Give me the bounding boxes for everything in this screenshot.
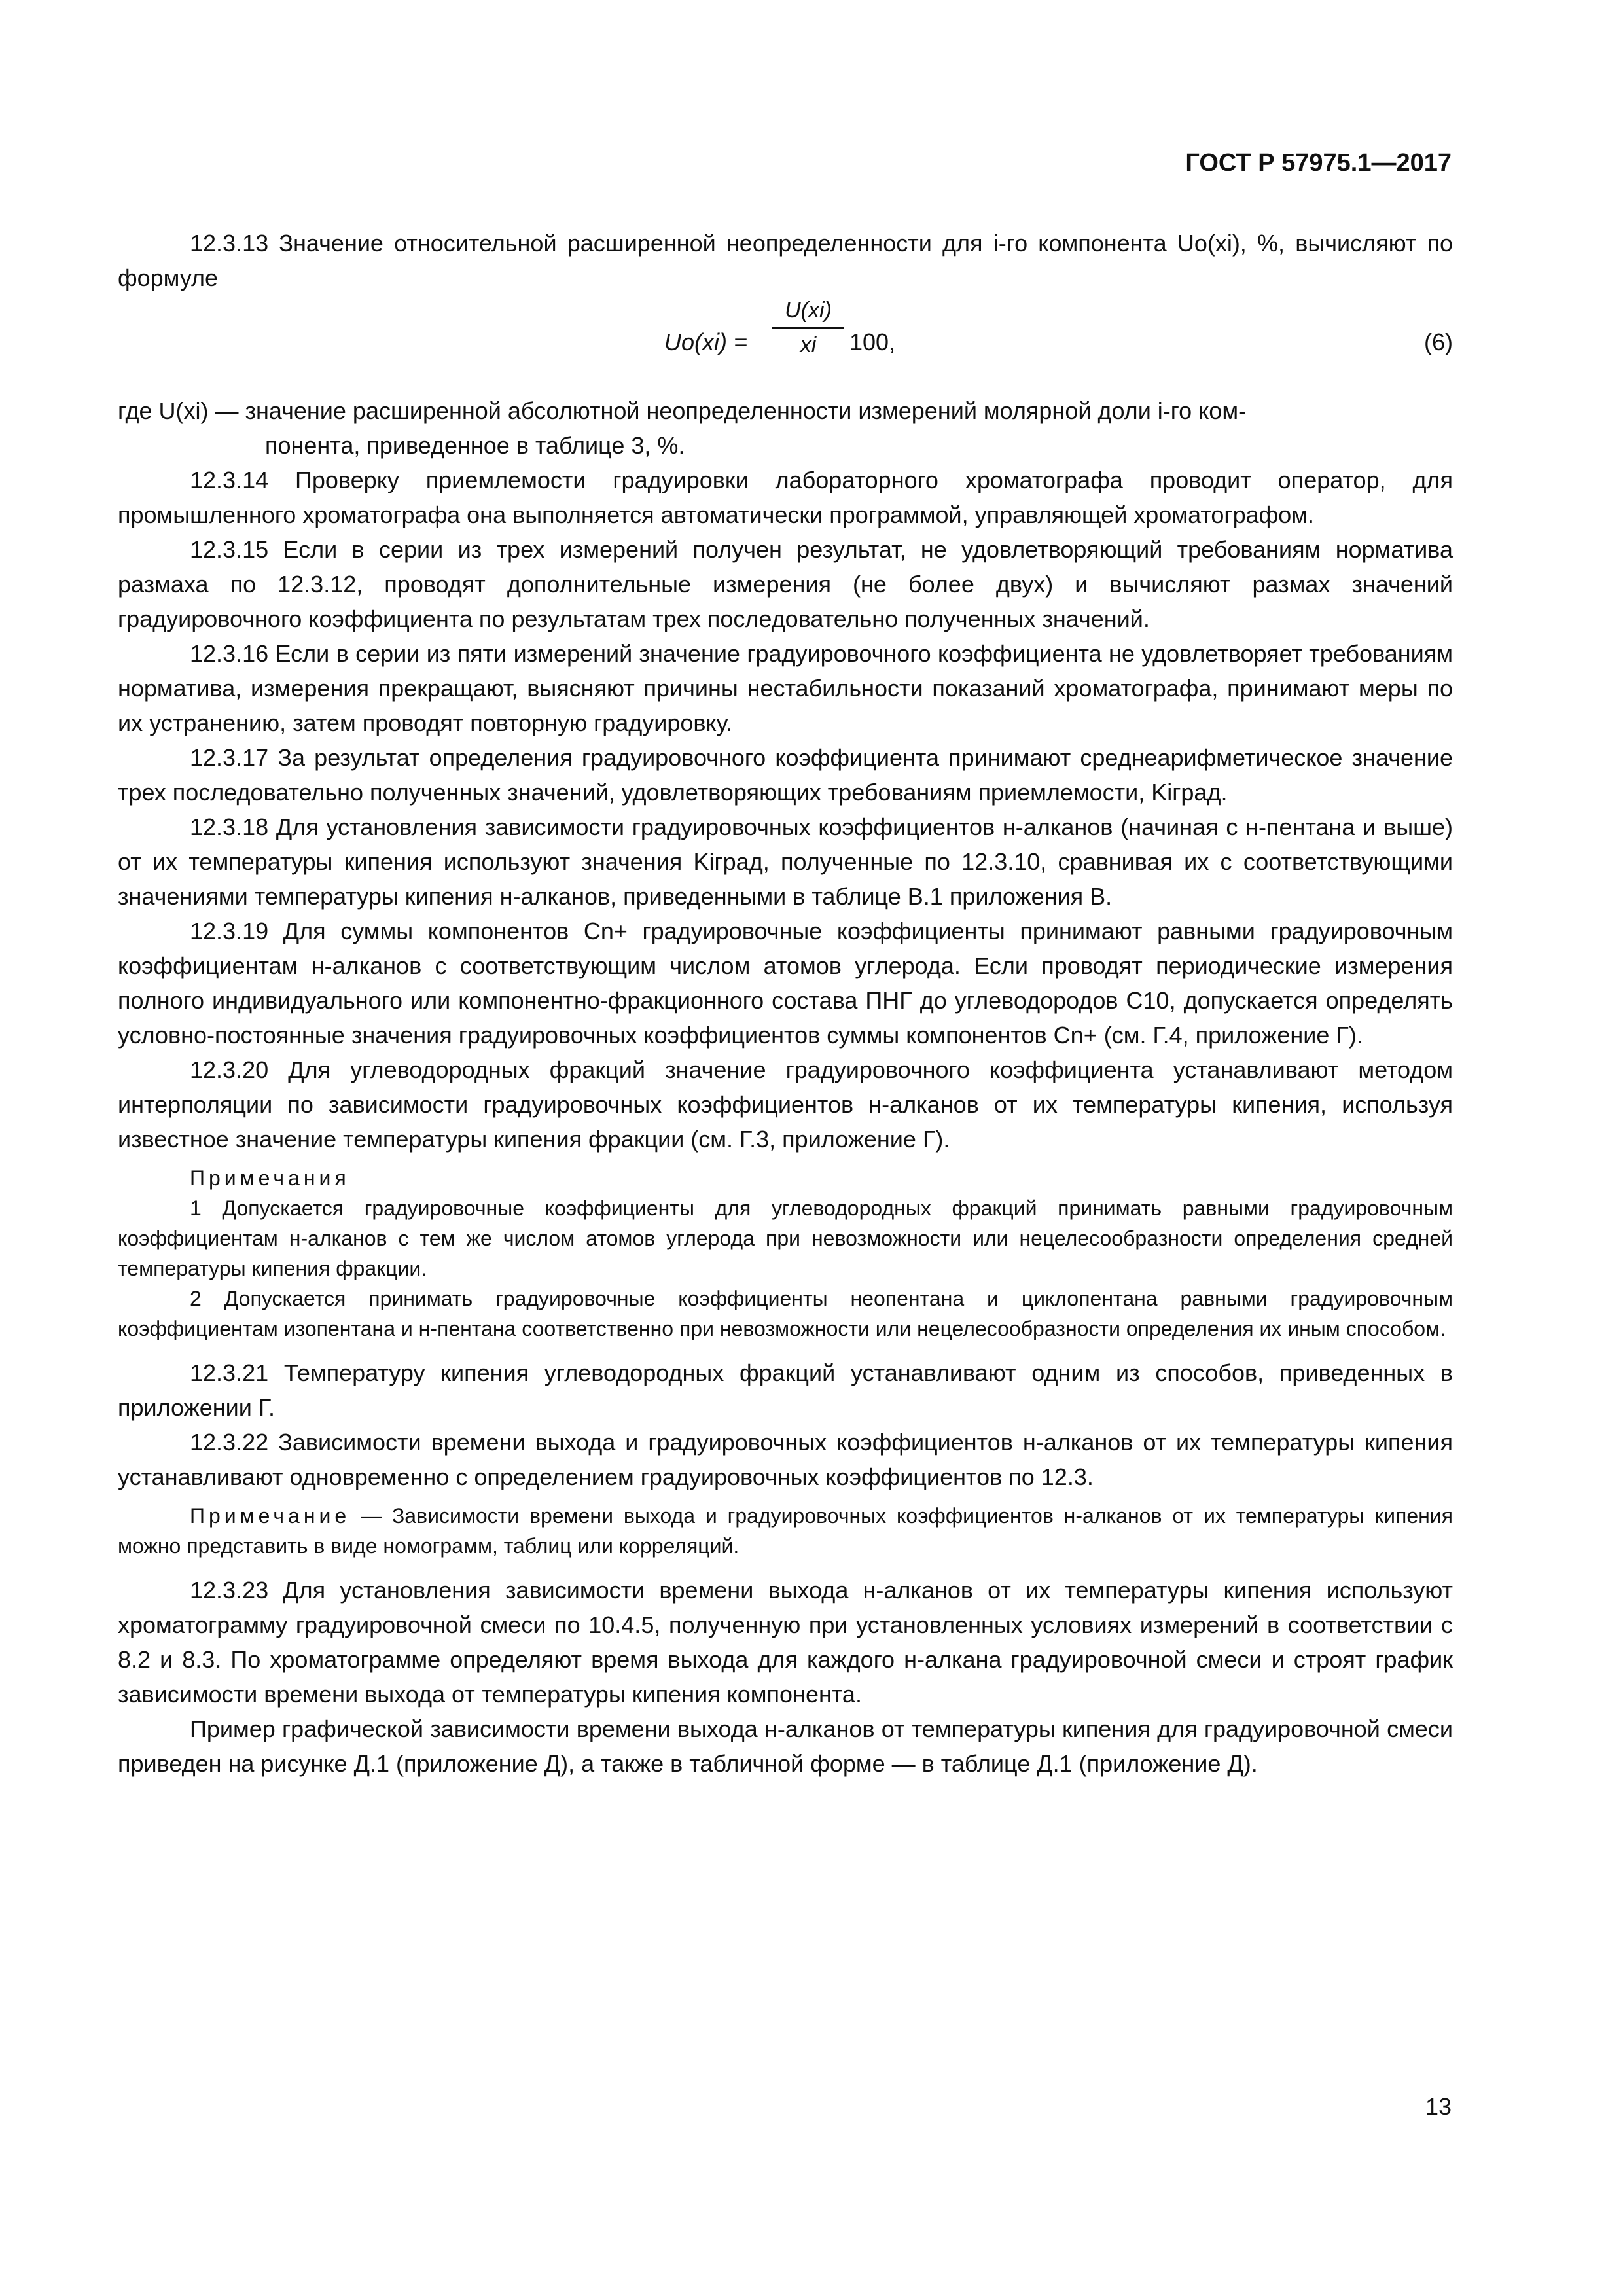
paragraph-12-3-21: 12.3.21 Температуру кипения углеводородных фракций устанавливают одним из способов, приведенных в приложении Г. [118, 1359, 1453, 1421]
page-number: 13 [1425, 2093, 1452, 2120]
formula-6 [118, 295, 1453, 393]
note-1: 1 Допускается градуировочные коэффициенты для углеводородных фракций принимать равными градуировочным коэффициентам н-алканов с тем же числом атомов углерода при невозможности или нецелесообразности определения средней температуры кипения фракции. [118, 1196, 1453, 1280]
formula-multiplier: 100, [849, 329, 896, 355]
single-note-text: — Зависимости времени выхода и градуировочных коэффициентов н-алканов от их температуры кипения можно представить в виде номограмм, таблиц или корреляций. [118, 1504, 1454, 1558]
single-note-label: Примечание [190, 1504, 351, 1528]
formula-number: (6) [1424, 329, 1453, 355]
paragraph-12-3-20: 12.3.20 Для углеводородных фракций значение градуировочного коэффициента устанавливают методом интерполяции по зависимости градуировочных коэффициентов н-алканов от их температуры кипения, используя известное значение температуры кипения фракции (см. Г.3, приложение Г). [118, 1056, 1453, 1153]
paragraph-12-3-18: 12.3.18 Для установления зависимости градуировочных коэффициентов н-алканов (начиная с н-пентана и выше) от их температуры кипения используют значения Kiград, полученные по 12.3.10, сравнивая их с соответствующими значениями температуры кипения н-алканов, приведенными в таблице В.1 приложения В. [118, 814, 1453, 910]
where-line: где U(xi) — значение расширенной абсолютной неопределенности измерений молярной доли i-го ком- [118, 397, 1247, 424]
document-body [118, 226, 1453, 1781]
formula-numerator: U(xi) [785, 298, 832, 323]
paragraph-example: Пример графической зависимости времени выхода н-алканов от температуры кипения для градуировочной смеси приведен на рисунке Д.1 (приложение Д), а также в табличной форме — в таблице Д.1 (приложение Д). [118, 1715, 1453, 1777]
paragraph-12-3-22: 12.3.22 Зависимости времени выхода и градуировочных коэффициентов н-алканов от их температуры кипения устанавливают одновременно с определением градуировочных коэффициентов по 12.3. [118, 1429, 1453, 1490]
document-header: ГОСТ Р 57975.1—2017 [1185, 149, 1452, 177]
paragraph-12-3-19: 12.3.19 Для суммы компонентов Cn+ градуировочные коэффициенты принимают равными градуировочным коэффициентам н-алканов с соответствующим числом атомов углерода. Если проводят периодические измерения полного индивидуального или компонентно-фракционного состава ПНГ до углеводородов C10, допускается определять условно-постоянные значения градуировочных коэффициентов суммы компонентов Cn+ (см. Г.4, приложение Г). [118, 918, 1453, 1049]
note-2: 2 Допускается принимать градуировочные коэффициенты неопентана и циклопентана равными градуировочным коэффициентам изопентана и н-пентана соответственно при невозможности или нецелесообразности определения их иным способом. [118, 1287, 1453, 1340]
formula-denominator: xi [800, 332, 817, 357]
notes-heading: Примечания [190, 1166, 350, 1190]
paragraph-12-3-16: 12.3.16 Если в серии из пяти измерений значение градуировочного коэффициента не удовлетворяет требованиям норматива, измерения прекращают, выясняют причины нестабильности показаний хроматографа, принимают меры по их устранению, затем проводят повторную градуировку. [118, 640, 1453, 736]
formula-explanation [118, 393, 1453, 463]
formula-lhs: Uо(xi) = [664, 329, 748, 355]
where-continuation: понента, приведенное в таблице 3, %. [265, 432, 685, 459]
paragraph-12-3-17: 12.3.17 За результат определения градуировочного коэффициента принимают среднеарифметическое значение трех последовательно полученных значений, удовлетворяющих требованиям приемлемости, Kiград. [118, 744, 1453, 806]
paragraph-12-3-23: 12.3.23 Для установления зависимости времени выхода н-алканов от их температуры кипения используют хроматограмму градуировочной смеси по 10.4.5, полученную при установленных условиях измерений в соответствии с 8.2 и 8.3. По хроматограмме определяют время выхода для каждого н-алкана градуировочной смеси и строят график зависимости времени выхода от температуры кипения компонента. [118, 1577, 1453, 1708]
paragraph-12-3-15: 12.3.15 Если в серии из трех измерений получен результат, не удовлетворяющий требованиям норматива размаха по 12.3.12, проводят дополнительные измерения (не более двух) и вычисляют размах значений градуировочного коэффициента по результатам трех последовательно полученных значений. [118, 536, 1453, 632]
formula-fraction [772, 295, 844, 360]
spacer [118, 1344, 1453, 1355]
fraction-bar [772, 327, 844, 329]
paragraph-12-3-14: 12.3.14 Проверку приемлемости градуировки лабораторного хроматографа проводит оператор, для промышленного хроматографа она выполняется автоматически программой, управляющей хроматографом. [118, 467, 1453, 528]
spacer-2 [118, 1561, 1453, 1573]
paragraph-12-3-13: 12.3.13 Значение относительной расширенной неопределенности для i-го компонента Uo(xi), %, вычисляют по формуле [118, 230, 1453, 291]
single-note [118, 1501, 1453, 1561]
